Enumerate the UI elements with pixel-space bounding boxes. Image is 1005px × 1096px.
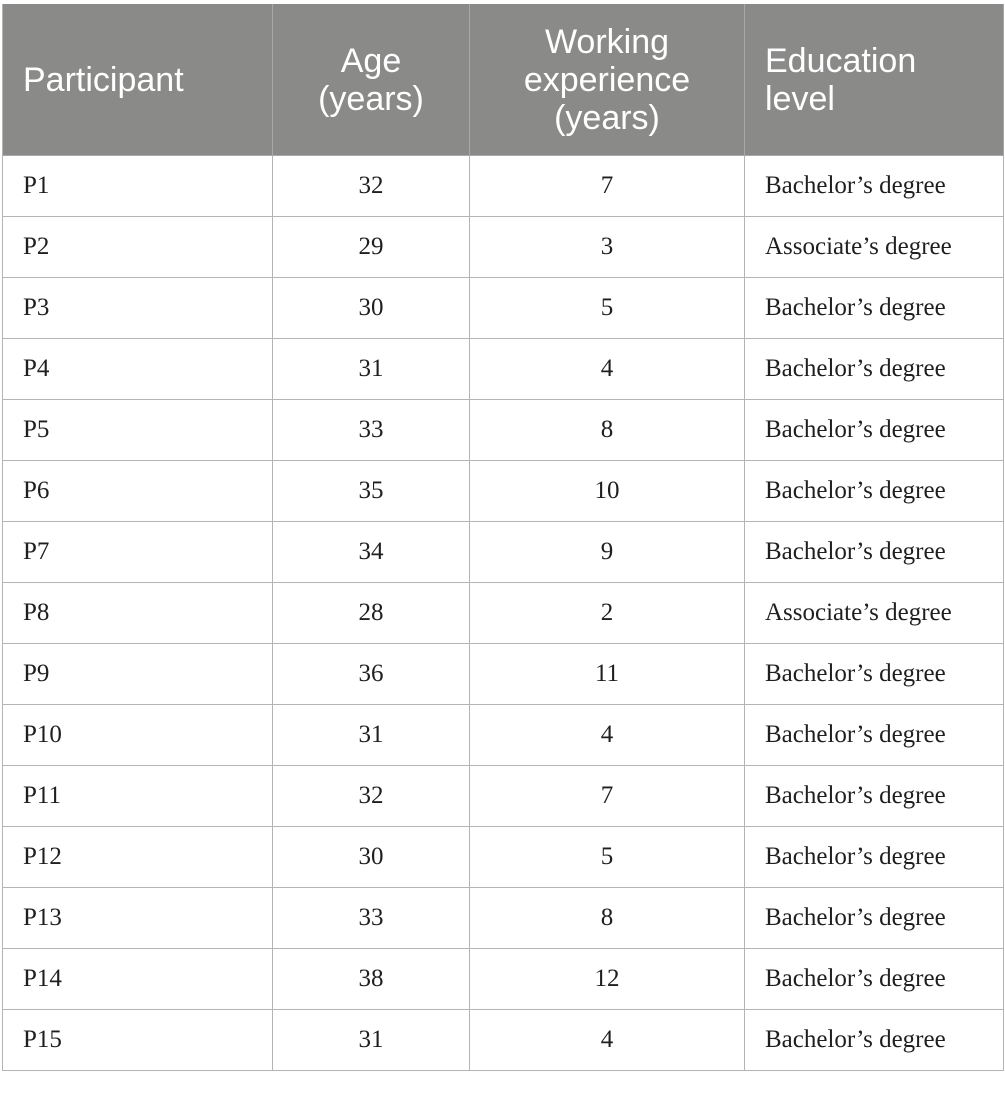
experience-cell: 4 bbox=[470, 705, 745, 766]
education-cell: Associate’s degree bbox=[745, 217, 1004, 278]
table-row bbox=[3, 339, 1004, 400]
age-cell: 33 bbox=[273, 400, 470, 461]
age-cell: 34 bbox=[273, 522, 470, 583]
table-row bbox=[3, 400, 1004, 461]
education-cell: Bachelor’s degree bbox=[745, 461, 1004, 522]
experience-cell: 11 bbox=[470, 644, 745, 705]
header-education-label-line2: level bbox=[765, 79, 835, 118]
header-working-experience bbox=[470, 4, 745, 156]
experience-cell: 8 bbox=[470, 888, 745, 949]
age-cell: 35 bbox=[273, 461, 470, 522]
participant-cell: P6 bbox=[3, 461, 273, 522]
participant-cell: P8 bbox=[3, 583, 273, 644]
table-row bbox=[3, 461, 1004, 522]
participant-cell: P10 bbox=[3, 705, 273, 766]
header-experience-label-line2: experience bbox=[523, 60, 691, 99]
participant-cell: P15 bbox=[3, 1010, 273, 1071]
header-education-label-line1: Education bbox=[765, 41, 917, 80]
age-cell: 30 bbox=[273, 827, 470, 888]
table-row bbox=[3, 827, 1004, 888]
education-cell: Bachelor’s degree bbox=[745, 1010, 1004, 1071]
education-cell: Bachelor’s degree bbox=[745, 400, 1004, 461]
header-education-level bbox=[745, 4, 1004, 156]
experience-cell: 5 bbox=[470, 278, 745, 339]
experience-cell: 7 bbox=[470, 156, 745, 217]
experience-cell: 3 bbox=[470, 217, 745, 278]
education-cell: Bachelor’s degree bbox=[745, 766, 1004, 827]
participant-cell: P3 bbox=[3, 278, 273, 339]
experience-cell: 2 bbox=[470, 583, 745, 644]
participant-table bbox=[2, 4, 1004, 1071]
table-row bbox=[3, 949, 1004, 1010]
header-row bbox=[3, 4, 1004, 156]
age-cell: 33 bbox=[273, 888, 470, 949]
education-cell: Bachelor’s degree bbox=[745, 705, 1004, 766]
table-row bbox=[3, 888, 1004, 949]
table-row bbox=[3, 644, 1004, 705]
participant-cell: P14 bbox=[3, 949, 273, 1010]
experience-cell: 10 bbox=[470, 461, 745, 522]
participant-cell: P1 bbox=[3, 156, 273, 217]
education-cell: Bachelor’s degree bbox=[745, 522, 1004, 583]
education-cell: Bachelor’s degree bbox=[745, 888, 1004, 949]
table-row bbox=[3, 156, 1004, 217]
education-cell: Bachelor’s degree bbox=[745, 339, 1004, 400]
participant-cell: P9 bbox=[3, 644, 273, 705]
experience-cell: 9 bbox=[470, 522, 745, 583]
table-row bbox=[3, 1010, 1004, 1071]
experience-cell: 4 bbox=[470, 1010, 745, 1071]
header-age bbox=[273, 4, 470, 156]
age-cell: 29 bbox=[273, 217, 470, 278]
experience-cell: 8 bbox=[470, 400, 745, 461]
education-cell: Bachelor’s degree bbox=[745, 644, 1004, 705]
education-cell: Bachelor’s degree bbox=[745, 156, 1004, 217]
table-row bbox=[3, 217, 1004, 278]
header-participant bbox=[3, 4, 273, 156]
participant-cell: P4 bbox=[3, 339, 273, 400]
header-experience-label-line3: (years) bbox=[554, 98, 660, 137]
participant-cell: P2 bbox=[3, 217, 273, 278]
education-cell: Associate’s degree bbox=[745, 583, 1004, 644]
age-cell: 31 bbox=[273, 1010, 470, 1071]
education-cell: Bachelor’s degree bbox=[745, 827, 1004, 888]
experience-cell: 5 bbox=[470, 827, 745, 888]
experience-cell: 7 bbox=[470, 766, 745, 827]
header-age-label-line1: Age bbox=[340, 41, 402, 80]
participant-cell: P11 bbox=[3, 766, 273, 827]
table-row bbox=[3, 583, 1004, 644]
education-cell: Bachelor’s degree bbox=[745, 278, 1004, 339]
table-row bbox=[3, 766, 1004, 827]
age-cell: 30 bbox=[273, 278, 470, 339]
age-cell: 32 bbox=[273, 156, 470, 217]
experience-cell: 12 bbox=[470, 949, 745, 1010]
participant-cell: P13 bbox=[3, 888, 273, 949]
education-cell: Bachelor’s degree bbox=[745, 949, 1004, 1010]
age-cell: 31 bbox=[273, 339, 470, 400]
table-row bbox=[3, 278, 1004, 339]
header-experience-label-line1: Working bbox=[544, 22, 670, 61]
age-cell: 31 bbox=[273, 705, 470, 766]
age-cell: 38 bbox=[273, 949, 470, 1010]
header-age-label-line2: (years) bbox=[318, 79, 424, 118]
age-cell: 36 bbox=[273, 644, 470, 705]
age-cell: 28 bbox=[273, 583, 470, 644]
participant-cell: P12 bbox=[3, 827, 273, 888]
table-row bbox=[3, 705, 1004, 766]
table-body bbox=[3, 156, 1004, 1071]
experience-cell: 4 bbox=[470, 339, 745, 400]
age-cell: 32 bbox=[273, 766, 470, 827]
header-participant-label: Participant bbox=[23, 60, 184, 99]
table-header bbox=[3, 4, 1004, 156]
table-row bbox=[3, 522, 1004, 583]
participant-cell: P5 bbox=[3, 400, 273, 461]
participant-cell: P7 bbox=[3, 522, 273, 583]
